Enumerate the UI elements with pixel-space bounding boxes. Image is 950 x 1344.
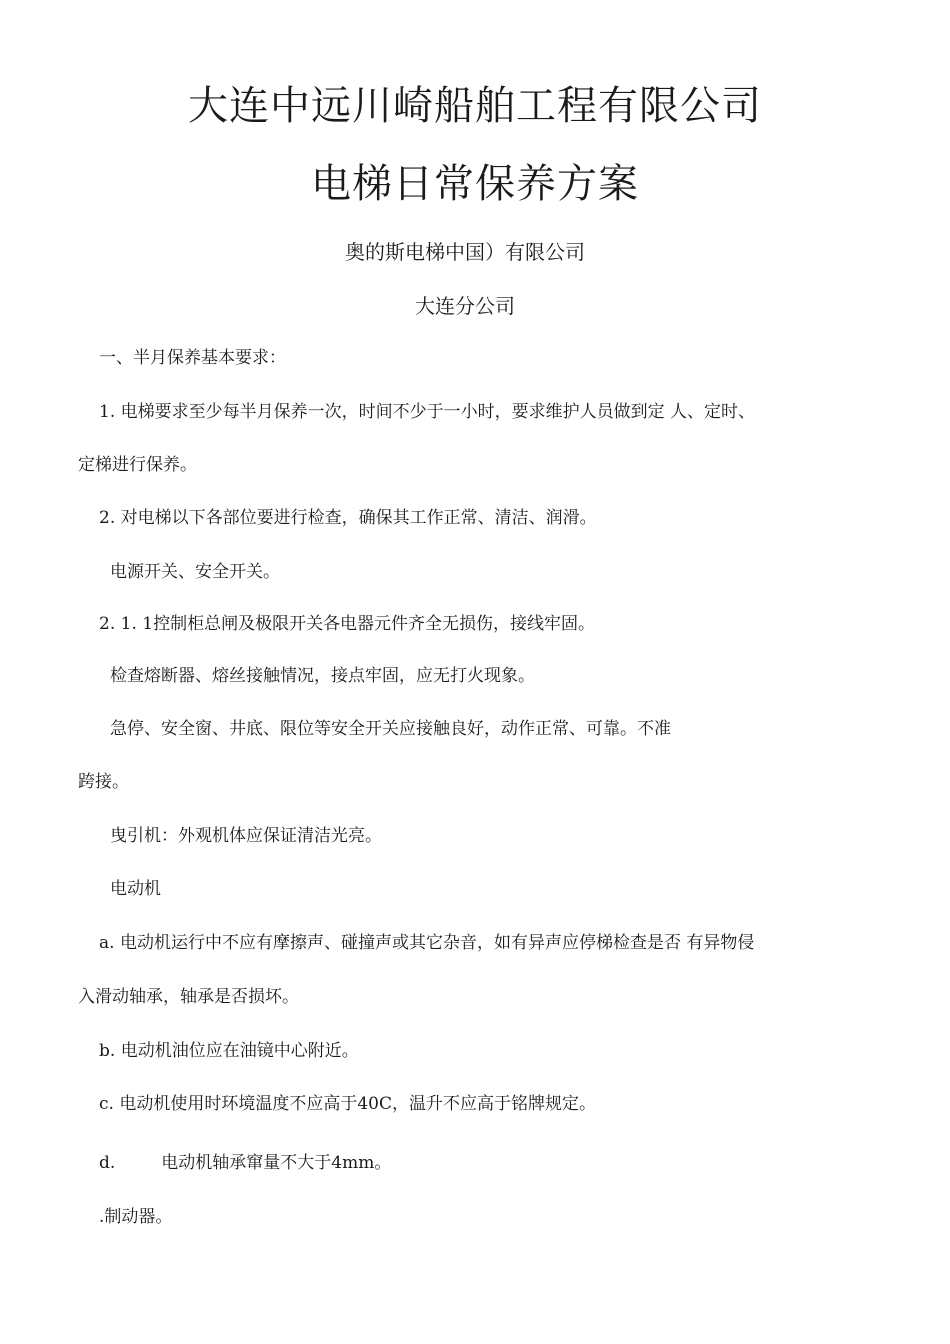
paragraph-power-switch: 电源开关、安全开关。 (110, 562, 280, 582)
paragraph-item-a: a. 电动机运行中不应有摩擦声、碰撞声或其它杂音，如有异声应停梯检查是否 有异物侵 (99, 933, 755, 953)
paragraph-item-a-cont: 入滑动轴承，轴承是否损坏。 (78, 987, 299, 1007)
item-d-label: d. (99, 1153, 116, 1173)
issuer-branch: 大连分公司 (415, 294, 515, 318)
paragraph-item-1-cont: 定梯进行保养。 (78, 455, 197, 475)
paragraph-safety-switches: 急停、安全窗、井底、限位等安全开关应接触良好，动作正常、可靠。不准 (110, 719, 671, 739)
paragraph-traction-machine: 曳引机：外观机体应保证清洁光亮。 (110, 826, 382, 846)
paragraph-item-1: 1. 电梯要求至少每半月保养一次，时间不少于一小时，要求维护人员做到定 人、定时、 (99, 402, 756, 422)
paragraph-item-b: b. 电动机油位应在油镜中心附近。 (99, 1041, 359, 1061)
document-title-company: 大连中远川崎船舶工程有限公司 (188, 83, 762, 129)
paragraph-safety-switches-cont: 跨接。 (78, 772, 129, 792)
section-heading: 一、半月保养基本要求： (99, 348, 286, 368)
issuer-company: 奥的斯电梯中国）有限公司 (345, 240, 585, 264)
paragraph-item-2-1-1: 2. 1. 1控制柜总闸及极限开关各电器元件齐全无损伤，接线牢固。 (99, 614, 596, 634)
document-title-plan: 电梯日常保养方案 (311, 161, 639, 207)
paragraph-item-2: 2. 对电梯以下各部位要进行检查，确保其工作正常、清洁、润滑。 (99, 508, 597, 528)
paragraph-item-c: c. 电动机使用时环境温度不应高于40C，温升不应高于铭牌规定。 (99, 1094, 596, 1114)
paragraph-item-d (99, 1152, 391, 1174)
item-d-text: 电动机轴承窜量不大于4mm。 (161, 1153, 392, 1173)
paragraph-motor-heading: 电动机 (110, 879, 161, 899)
paragraph-fuse-check: 检查熔断器、熔丝接触情况，接点牢固，应无打火现象。 (110, 666, 535, 686)
paragraph-brake-heading: .制动器。 (99, 1207, 173, 1227)
